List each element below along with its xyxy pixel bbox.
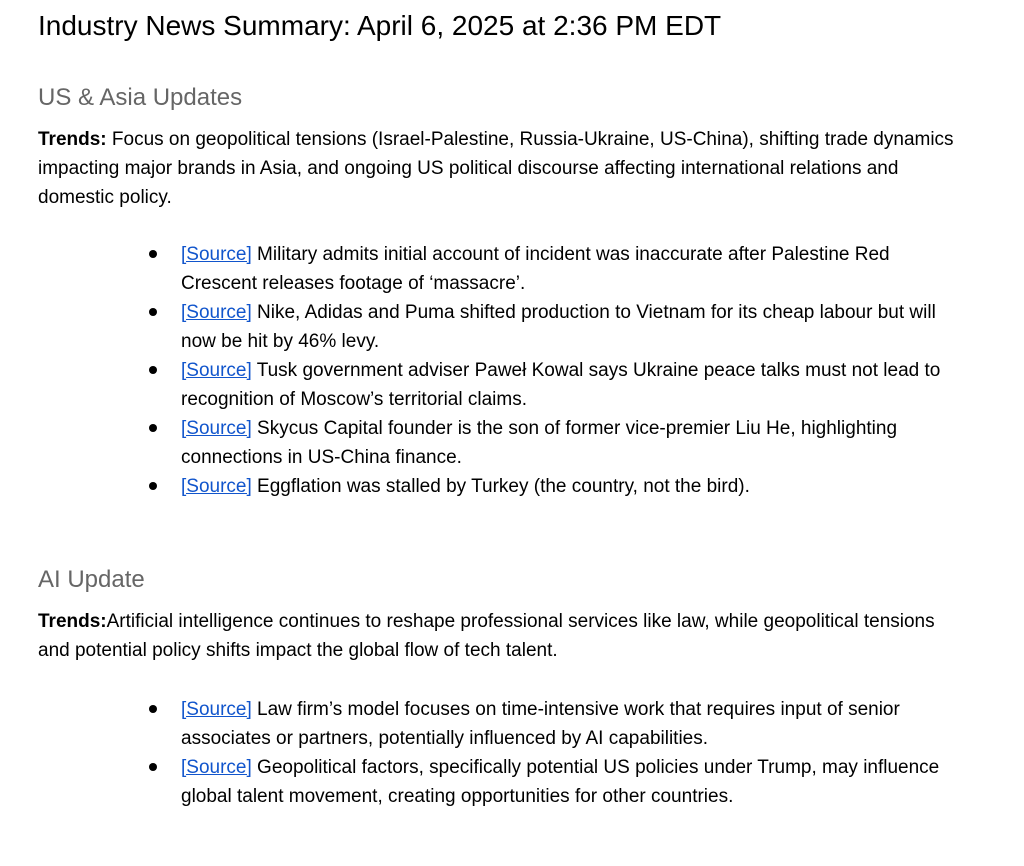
document-page [38, 0, 963, 811]
source-link[interactable]: [Source] [181, 757, 252, 778]
news-list-ai [38, 695, 963, 811]
bullet-icon [149, 366, 157, 374]
trends-paragraph-ai [38, 607, 963, 665]
section-heading-ai: AI Update [38, 566, 145, 593]
source-link[interactable]: [Source] [181, 244, 252, 265]
trends-text: Focus on geopolitical tensions (Israel-Palestine, Russia-Ukraine, US-China), shifting trade dynamics impacting major brands in Asia, and ongoing US political discourse affecting international relations and domestic policy. [38, 129, 954, 208]
list-item [38, 356, 963, 414]
item-text: Law firm’s model focuses on time-intensive work that requires input of senior associates or partners, potentially influenced by AI capabilities. [181, 699, 900, 749]
item-text: Skycus Capital founder is the son of former vice-premier Liu He, highlighting connections in US-China finance. [181, 418, 898, 468]
list-item [38, 240, 963, 298]
source-link[interactable]: [Source] [181, 476, 252, 497]
bullet-icon [149, 482, 157, 490]
item-text: Tusk government adviser Paweł Kowal says Ukraine peace talks must not lead to recognition of Moscow’s territorial claims. [181, 360, 941, 410]
section-heading-us-asia: US & Asia Updates [38, 84, 243, 111]
source-link[interactable]: [Source] [181, 360, 252, 381]
list-item [38, 472, 963, 501]
news-list-us-asia [38, 240, 963, 501]
bullet-icon [149, 250, 157, 258]
list-item [38, 753, 963, 811]
item-text: Military admits initial account of incident was inaccurate after Palestine Red Crescent releases footage of ‘massacre’. [181, 244, 890, 294]
source-link[interactable]: [Source] [181, 302, 252, 323]
source-link[interactable]: [Source] [181, 699, 252, 720]
trends-label: Trends: [38, 129, 107, 150]
list-item [38, 298, 963, 356]
item-text: Eggflation was stalled by Turkey (the country, not the bird). [251, 476, 750, 497]
list-item [38, 695, 963, 753]
item-text: Nike, Adidas and Puma shifted production to Vietnam for its cheap labour but will now be hit by 46% levy. [181, 302, 936, 352]
page-title: Industry News Summary: April 6, 2025 at 2:36 PM EDT [38, 10, 722, 41]
trends-label: Trends: [38, 611, 107, 632]
trends-paragraph-us-asia [38, 125, 963, 212]
trends-text: Artificial intelligence continues to reshape professional services like law, while geopolitical tensions and potential policy shifts impact the global flow of tech talent. [38, 611, 935, 661]
list-item [38, 414, 963, 472]
bullet-icon [149, 424, 157, 432]
item-text: Geopolitical factors, specifically potential US policies under Trump, may influence global talent movement, creating opportunities for other countries. [181, 757, 940, 807]
bullet-icon [149, 763, 157, 771]
source-link[interactable]: [Source] [181, 418, 252, 439]
bullet-icon [149, 705, 157, 713]
bullet-icon [149, 308, 157, 316]
